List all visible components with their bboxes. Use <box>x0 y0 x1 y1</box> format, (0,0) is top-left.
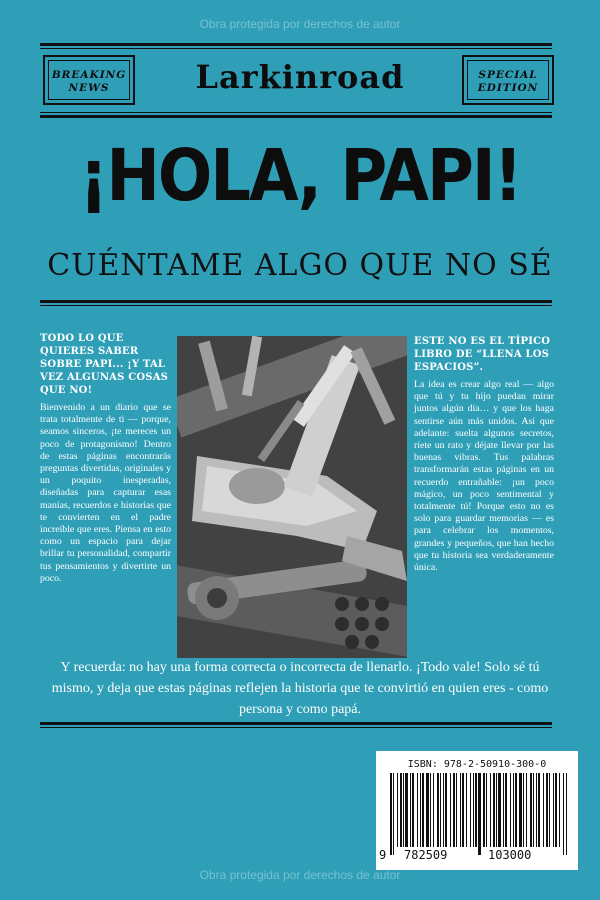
barcode-bar <box>470 773 471 847</box>
barcode-bar <box>460 773 461 847</box>
left-column-body: Bienvenido a un diario que se trata totalmente de ti — porque, seamos sinceros, ¡te mereces un poco de protagonismo! Dentro de estas páginas encontrarás preguntas divertidas, originales y un poquito inesperadas, diseñadas para capturar esas manías, recuerdos e historias que te convierten en el padre increíble que eres. Piensa en esto como un espacio para dejar brillar tu personalidad, compartir tus pensamientos y divertirte un poco. <box>40 402 171 584</box>
barcode-bar <box>403 773 404 847</box>
barcode-bar <box>549 773 550 847</box>
title-rule-thin <box>40 305 552 306</box>
barcode-bar <box>473 773 474 847</box>
badge-right-line1: SPECIAL <box>478 69 538 81</box>
left-column-heading: TODO LO QUE QUIERES SABER SOBRE PAPI... ¡Y TAL VEZ ALGUNAS COSAS QUE NO! <box>40 333 169 396</box>
masthead: Larkinroad <box>195 58 405 96</box>
badge-right-line2: EDITION <box>477 82 539 94</box>
barcode-bar <box>390 773 392 855</box>
barcode-bar <box>426 773 429 847</box>
barcode-bar <box>456 773 457 847</box>
barcode-digit-group-2: 103000 <box>488 848 532 862</box>
barcode-bar <box>505 773 507 847</box>
barcode-bar <box>493 773 495 847</box>
barcode-bar <box>437 773 439 847</box>
copyright-watermark-bottom: Obra protegida por derechos de autor <box>199 868 401 882</box>
barcode-bar <box>515 773 517 847</box>
barcode-bar <box>420 773 421 847</box>
isbn-text: ISBN: 978-2-50910-300-0 <box>407 759 547 770</box>
barcode-bar <box>519 773 522 847</box>
breaking-news-badge <box>43 55 135 105</box>
right-column-body: La idea es crear algo real — algo que tú y tu hijo puedan mirar juntos algún día… y que los haga sentirse aún más unidos. Así que adelante: suelta algunos secretos, ríete un rato y déjate llevar por las buenas vibras. Tus palabras transformarán estas páginas en un recuerdo entrañable: ¡un poco mágico, un poco sentimental y totalmente tú! Porque esto no es solo para guardar memorias — es para celebrar los momentos, grandes y pequeños, que han hecho que tu historia sea verdaderamente única. <box>414 379 554 574</box>
barcode-bar <box>538 773 540 847</box>
barcode-bar <box>440 773 441 847</box>
barcode-bar <box>490 773 491 847</box>
barcode-bar <box>483 773 485 847</box>
bottom-rule-thin <box>40 727 552 728</box>
barcode-bar <box>445 773 447 847</box>
barcode-bar <box>433 773 434 847</box>
top-rule-thin <box>40 48 552 49</box>
barcode-bar <box>513 773 514 847</box>
main-title: ¡HOLA, PAPI! <box>79 135 521 218</box>
barcode-bar <box>400 773 402 847</box>
barcode-digit-group-1: 782509 <box>404 848 448 862</box>
left-column <box>40 332 171 585</box>
barcode-bar <box>553 773 554 847</box>
barcode-bar <box>526 773 527 847</box>
barcode-bar <box>430 773 431 847</box>
barcode-bar <box>450 773 451 847</box>
tools-illustration <box>177 336 407 658</box>
barcode-bar <box>496 773 497 847</box>
barcode-bar <box>533 773 534 847</box>
badge-left-line2: NEWS <box>68 82 110 94</box>
copyright-watermark-top: Obra protegida por derechos de autor <box>199 17 401 31</box>
barcode-bar <box>443 773 444 847</box>
barcode-bar <box>412 773 414 847</box>
barcode-bar <box>417 773 418 847</box>
barcode-bar <box>486 773 487 847</box>
barcode-bar <box>410 773 411 847</box>
barcode-bar <box>510 773 511 847</box>
barcode-bar <box>405 773 408 847</box>
barcode-bar <box>555 773 557 847</box>
barcode-digit-lead: 9 <box>379 848 387 862</box>
barcode-bar <box>393 773 394 855</box>
right-column <box>414 335 554 574</box>
barcode-bar <box>466 773 467 847</box>
subtitle: CUÉNTAME ALGO QUE NO SÉ <box>47 248 553 283</box>
barcode-bar <box>475 773 477 847</box>
badge-left-line1: BREAKING <box>51 69 127 81</box>
barcode-bar <box>536 773 537 847</box>
closing-paragraph: Y recuerda: no hay una forma correcta o incorrecta de llenarlo. ¡Todo vale! Solo sé tú mismo, y deja que estas páginas reflejen la historia que te convirtió en quien eres - como persona y como papá. <box>51 660 549 717</box>
barcode-bar <box>422 773 424 847</box>
barcode-bar <box>462 773 464 847</box>
barcode-bar <box>559 773 560 847</box>
barcode-bar <box>503 773 504 847</box>
barcode-bar <box>543 773 544 847</box>
masthead-rule-thin <box>40 112 552 113</box>
barcode-bar <box>523 773 524 847</box>
barcode-bar <box>478 773 481 855</box>
bottom-rule-thick <box>40 722 552 725</box>
barcode-bar <box>397 773 398 847</box>
barcode-bar <box>566 773 567 855</box>
barcode-bar <box>453 773 455 847</box>
barcode-bar <box>546 773 548 847</box>
special-edition-badge <box>462 55 554 105</box>
masthead-rule-thick <box>40 115 552 118</box>
barcode-block <box>376 751 578 870</box>
right-column-heading: ESTE NO ES EL TÍPICO LIBRO DE “LLENA LOS ESPACIOS”. <box>414 336 551 373</box>
barcode-bar <box>498 773 501 847</box>
barcode-bar <box>563 773 564 855</box>
title-rule-thick <box>40 300 552 303</box>
tools-photo <box>177 336 407 658</box>
barcode-bar <box>530 773 532 847</box>
top-rule-thick <box>40 43 552 46</box>
